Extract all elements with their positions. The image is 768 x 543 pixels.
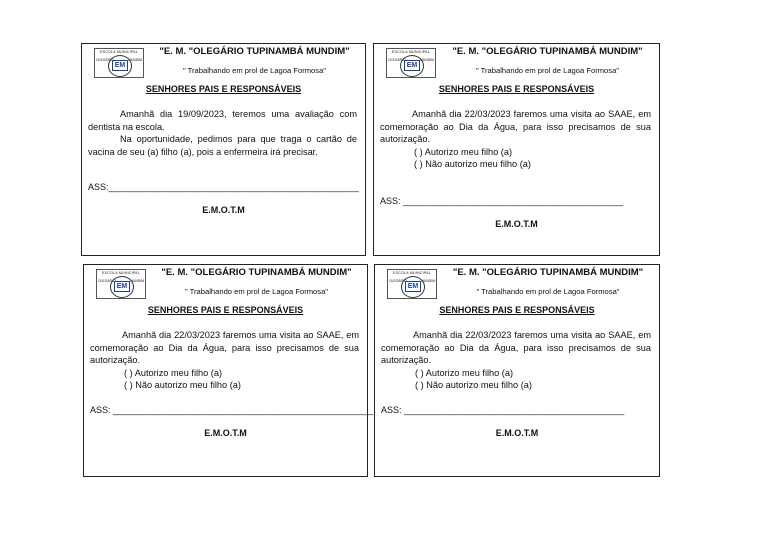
book-icon <box>112 60 128 71</box>
notice-card <box>81 43 366 256</box>
book-icon <box>114 281 130 292</box>
logo-arc-right: MUNDIM <box>420 58 434 62</box>
logo-arc-right: MUNDIM <box>128 58 142 62</box>
notice-paragraph: Amanhã dia 22/03/2023 faremos uma visita ao SAAE, em comemoração ao Dia da Água, para isso precisamos de sua autorização. <box>380 109 651 145</box>
authorization-option: ( ) Não autorizo meu filho (a) <box>414 159 531 170</box>
school-signature: E.M.O.T.M <box>495 219 538 229</box>
school-name: "E. M. "OLEGÁRIO TUPINAMBÁ MUNDIM" <box>452 267 644 278</box>
notice-heading: SENHORES PAIS E RESPONSÁVEIS <box>438 84 595 94</box>
notice-paragraph: Amanhã dia 19/09/2023, teremos uma avaliação com dentista na escola. <box>88 109 357 132</box>
logo-arc-right: MUNDIM <box>421 279 435 283</box>
school-logo <box>96 269 146 299</box>
notice-card <box>83 264 374 477</box>
school-name: "E. M. "OLEGÁRIO TUPINAMBÁ MUNDIM" <box>159 46 350 57</box>
notice-card <box>374 264 660 477</box>
authorization-option: ( ) Não autorizo meu filho (a) <box>415 380 532 391</box>
school-name: "E. M. "OLEGÁRIO TUPINAMBÁ MUNDIM" <box>452 46 643 57</box>
school-logo <box>386 48 436 78</box>
logo-arc-left: OLEGÁRIO <box>389 279 407 283</box>
book-icon <box>405 281 421 292</box>
logo-arc-right: MUNDIM <box>130 279 144 283</box>
school-logo <box>94 48 144 78</box>
school-motto: " Trabalhando em prol de Lagoa Formosa" <box>182 66 326 75</box>
logo-monogram: EM <box>114 62 126 69</box>
logo-arc-left: OLEGÁRIO <box>388 58 406 62</box>
authorization-option: ( ) Autorizo meu filho (a) <box>124 367 223 378</box>
notice-body <box>381 329 651 392</box>
logo-arc-left: OLEGÁRIO <box>96 58 114 62</box>
book-icon <box>404 60 420 71</box>
notice-body <box>88 108 357 158</box>
school-signature: E.M.O.T.M <box>204 428 247 438</box>
school-signature: E.M.O.T.M <box>202 205 245 215</box>
authorization-option: ( ) Não autorizo meu filho (a) <box>124 380 241 391</box>
notice-heading: SENHORES PAIS E RESPONSÁVEIS <box>439 305 595 315</box>
school-signature: E.M.O.T.M <box>495 428 539 438</box>
logo-monogram: EM <box>407 283 419 290</box>
signature-line: ASS: ____________________________________________________ <box>90 405 374 415</box>
logo-arc-left: OLEGÁRIO <box>98 279 116 283</box>
logo-top-text: ESCOLA MUNICIPAL <box>100 50 138 54</box>
notice-paragraph: Amanhã dia 22/03/2023 faremos uma visita ao SAAE, em comemoração ao Dia da Água, para isso precisamos de sua autorização. <box>90 330 359 366</box>
school-motto: " Trabalhando em prol de Lagoa Formosa" <box>475 66 619 75</box>
signature-line: ASS:__________________________________________________ <box>88 182 359 192</box>
notice-paragraph: Na oportunidade, pedimos para que traga o cartão de vacina de seu (a) filho (a), pois a enfermeira irá precisar. <box>88 134 357 157</box>
logo-top-text: ESCOLA MUNICIPAL <box>102 271 140 275</box>
school-motto: " Trabalhando em prol de Lagoa Formosa" <box>184 287 328 296</box>
notice-heading: SENHORES PAIS E RESPONSÁVEIS <box>145 84 302 94</box>
notice-paragraph: Amanhã dia 22/03/2023 faremos uma visita ao SAAE, em comemoração ao Dia da Água, para isso precisamos de sua autorização. <box>381 330 651 366</box>
authorization-option: ( ) Autorizo meu filho (a) <box>414 146 513 157</box>
notice-heading: SENHORES PAIS E RESPONSÁVEIS <box>147 305 304 315</box>
signature-line: ASS: ____________________________________________ <box>380 196 624 206</box>
notice-body <box>90 329 359 392</box>
school-logo <box>387 269 437 299</box>
signature-line: ASS: ____________________________________________ <box>381 405 625 415</box>
logo-top-text: ESCOLA MUNICIPAL <box>393 271 431 275</box>
logo-top-text: ESCOLA MUNICIPAL <box>392 50 430 54</box>
logo-monogram: EM <box>116 283 128 290</box>
logo-monogram: EM <box>406 62 418 69</box>
authorization-option: ( ) Autorizo meu filho (a) <box>415 367 514 378</box>
school-name: "E. M. "OLEGÁRIO TUPINAMBÁ MUNDIM" <box>161 267 352 278</box>
school-motto: " Trabalhando em prol de Lagoa Formosa" <box>476 287 620 296</box>
notice-body <box>380 108 651 171</box>
notice-card <box>373 43 660 256</box>
